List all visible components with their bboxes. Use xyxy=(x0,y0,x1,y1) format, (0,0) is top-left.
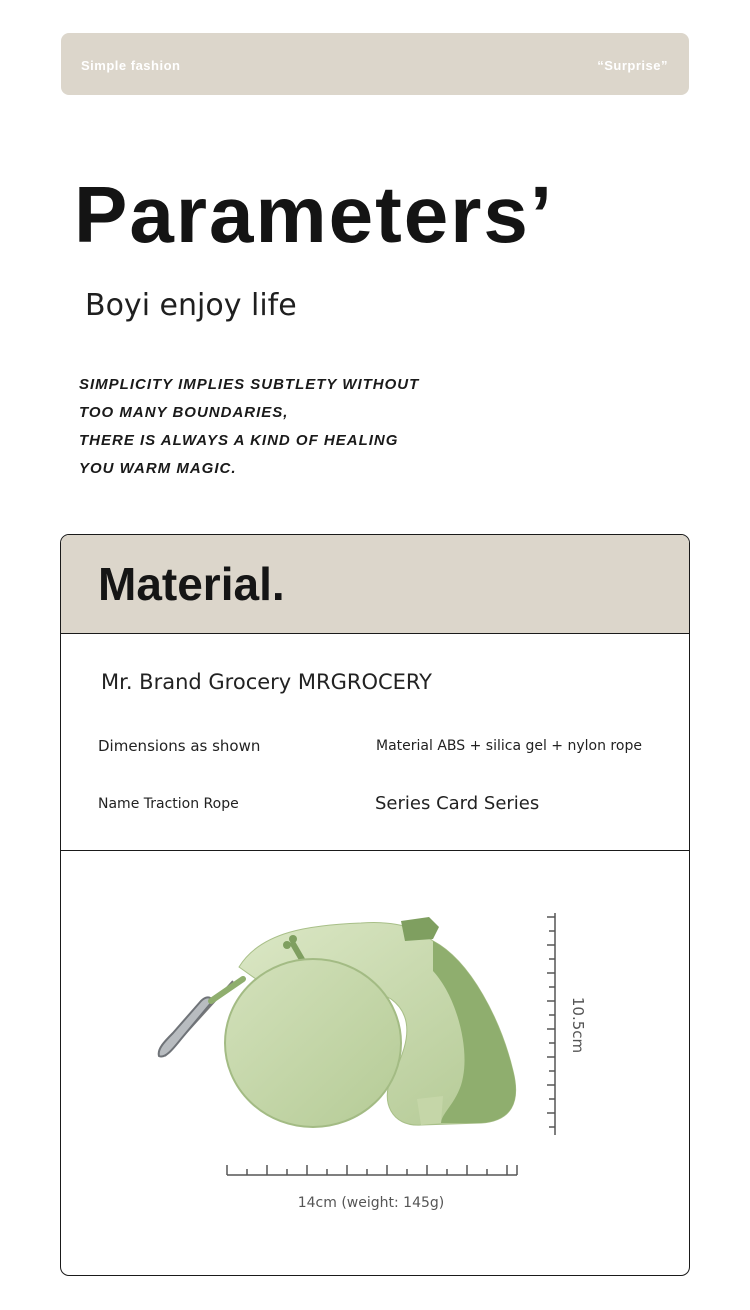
series-spec: Series Card Series xyxy=(375,793,540,814)
lock-button xyxy=(401,917,439,941)
page-subtitle: Boyi enjoy life xyxy=(85,288,297,323)
slogan-line: THERE IS ALWAYS A KIND OF HEALING xyxy=(79,432,399,449)
material-header xyxy=(61,535,689,634)
brand-text: Mr. Brand Grocery MRGROCERY xyxy=(101,670,433,694)
material-heading: Material. xyxy=(98,558,285,610)
slogan-block xyxy=(79,371,419,483)
banner-right-text: “Surprise” xyxy=(597,58,668,73)
material-card xyxy=(60,534,690,1276)
retractable-leash-illustration xyxy=(61,851,689,1275)
reel-disc xyxy=(225,959,401,1127)
slogan-line: YOU WARM MAGIC. xyxy=(79,460,237,477)
page-title: Parameters’ xyxy=(74,170,555,259)
top-banner xyxy=(61,33,689,95)
grip-band xyxy=(417,1096,443,1125)
material-spec: Material ABS + silica gel + nylon rope xyxy=(376,738,642,754)
height-ruler xyxy=(547,913,555,1135)
height-label: 10.5cm xyxy=(569,996,587,1054)
width-label: 14cm (weight: 145g) xyxy=(297,1195,445,1211)
slogan-line: TOO MANY BOUNDARIES, xyxy=(79,404,289,421)
banner-left-text: Simple fashion xyxy=(81,58,181,73)
spec-section xyxy=(61,634,689,851)
slogan-line: SIMPLICITY IMPLIES SUBTLETY WITHOUT xyxy=(79,376,420,393)
leash-hook xyxy=(159,997,212,1056)
dimensions-spec: Dimensions as shown xyxy=(98,737,261,755)
product-photo xyxy=(61,851,689,1275)
width-ruler xyxy=(227,1165,517,1175)
name-spec: Name Traction Rope xyxy=(98,796,239,812)
